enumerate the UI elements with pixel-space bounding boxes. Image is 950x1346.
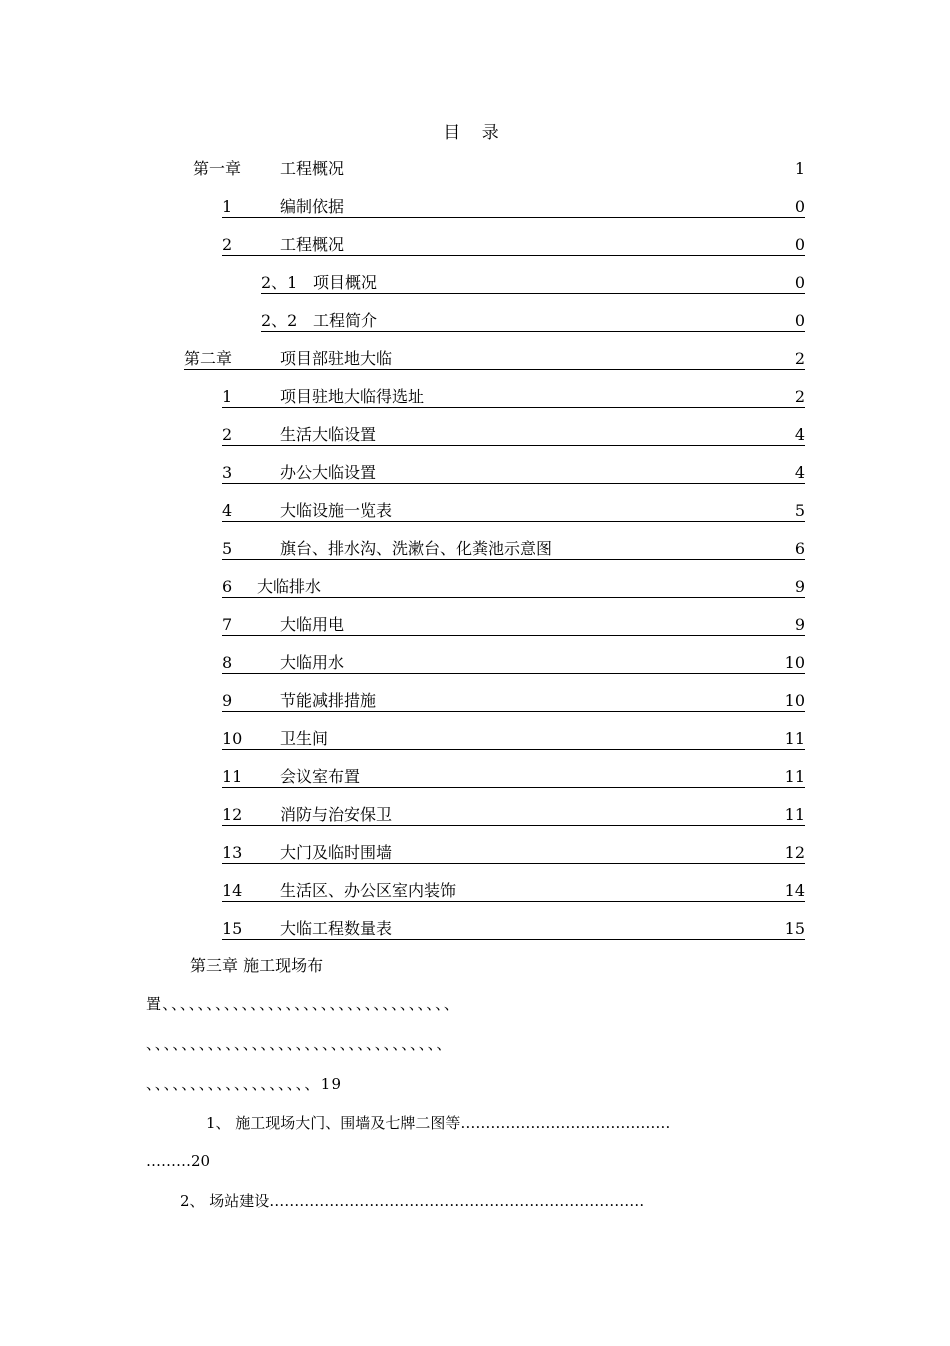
- toc-text: 会议室布置: [280, 767, 361, 786]
- toc-number: 14: [222, 881, 243, 900]
- toc-number: 2: [222, 235, 233, 254]
- toc-page: 11: [784, 729, 805, 748]
- toc-entry[interactable]: [222, 763, 805, 788]
- toc-entry[interactable]: [222, 573, 805, 598]
- toc-number: 2、1: [261, 273, 298, 292]
- toc-entry[interactable]: [222, 877, 805, 902]
- toc-chapter-1[interactable]: [193, 155, 805, 179]
- toc-chapter-3-line: 、、、、、、、、、、、、、、、、、、、19: [146, 1075, 343, 1093]
- toc-number: 第一章: [193, 159, 242, 178]
- toc-entry[interactable]: [222, 687, 805, 712]
- toc-page: 11: [784, 805, 805, 824]
- toc-chapter-2[interactable]: [184, 345, 805, 370]
- toc-entry[interactable]: [222, 725, 805, 750]
- toc-text: 大临用水: [280, 653, 345, 672]
- toc-number: 2、2: [261, 311, 298, 330]
- toc-text: 工程概况: [280, 159, 345, 178]
- toc-chapter-3-line: 置、、、、、、、、、、、、、、、、、、、、、、、、、、、、、、、、、: [146, 995, 461, 1013]
- toc-page: 1: [794, 159, 805, 178]
- toc-entry[interactable]: [261, 307, 805, 332]
- toc-subitem-line: ………20: [146, 1152, 211, 1170]
- toc-text: 工程概况: [280, 235, 345, 254]
- toc-number: 3: [222, 463, 233, 482]
- toc-text: 节能减排措施: [280, 691, 377, 710]
- toc-page: 6: [794, 539, 805, 558]
- toc-entry[interactable]: [261, 269, 805, 294]
- toc-text: 办公大临设置: [280, 463, 377, 482]
- toc-text: 卫生间: [280, 729, 329, 748]
- toc-text: 编制依据: [280, 197, 345, 216]
- toc-subitem-line: 2、 场站建设…………………………………………………………………: [180, 1192, 645, 1210]
- toc-page: 0: [794, 235, 805, 254]
- toc-entry[interactable]: [222, 193, 805, 218]
- toc-entry[interactable]: [222, 383, 805, 408]
- toc-text: 生活大临设置: [280, 425, 377, 444]
- toc-entry[interactable]: [222, 801, 805, 826]
- page-title: 目 录: [443, 123, 507, 143]
- toc-page: 4: [794, 425, 805, 444]
- toc-entry[interactable]: [222, 231, 805, 256]
- toc-page: 12: [784, 843, 805, 862]
- toc-entry[interactable]: [222, 421, 805, 446]
- toc-text: 项目概况: [313, 273, 378, 292]
- toc-page: 0: [794, 197, 805, 216]
- toc-number: 第二章: [184, 349, 233, 368]
- toc-page: 15: [784, 919, 805, 938]
- toc-entry[interactable]: [222, 497, 805, 522]
- toc-number: 1: [222, 197, 233, 216]
- toc-page: 10: [784, 653, 805, 672]
- toc-text: 大临排水: [257, 577, 322, 596]
- toc-page: 14: [784, 881, 805, 900]
- toc-page: 4: [794, 463, 805, 482]
- toc-number: 11: [222, 767, 243, 786]
- toc-entry[interactable]: [222, 611, 805, 636]
- toc-number: 12: [222, 805, 243, 824]
- toc-text: 生活区、办公区室内装饰: [280, 881, 457, 900]
- toc-page: 2: [794, 349, 805, 368]
- toc-number: 9: [222, 691, 233, 710]
- toc-chapter-3-line: 、、、、、、、、、、、、、、、、、、、、、、、、、、、、、、、、、、: [146, 1035, 453, 1053]
- toc-number: 15: [222, 919, 243, 938]
- toc-text: 旗台、排水沟、洗漱台、化粪池示意图: [280, 539, 553, 558]
- toc-page: 0: [794, 273, 805, 292]
- toc-number: 2: [222, 425, 233, 444]
- toc-text: 项目驻地大临得选址: [280, 387, 425, 406]
- toc-text: 大临用电: [280, 615, 345, 634]
- toc-page: 11: [784, 767, 805, 786]
- toc-text: 大临设施一览表: [280, 501, 393, 520]
- toc-number: 5: [222, 539, 233, 558]
- toc-page: 0: [794, 311, 805, 330]
- toc-entry[interactable]: [222, 839, 805, 864]
- toc-page: 2: [794, 387, 805, 406]
- toc-page: 10: [784, 691, 805, 710]
- toc-number: 4: [222, 501, 233, 520]
- toc-page: 9: [794, 577, 805, 596]
- toc-text: 大门及临时围墙: [280, 843, 393, 862]
- toc-entry[interactable]: [222, 649, 805, 674]
- toc-text: 消防与治安保卫: [280, 805, 393, 824]
- toc-page: 9: [794, 615, 805, 634]
- toc-text: 项目部驻地大临: [280, 349, 393, 368]
- toc-text: 大临工程数量表: [280, 919, 393, 938]
- toc-number: 7: [222, 615, 233, 634]
- toc-chapter-3-line: 第三章 施工现场布: [190, 956, 324, 975]
- toc-entry[interactable]: [222, 459, 805, 484]
- toc-number: 8: [222, 653, 233, 672]
- toc-text: 工程简介: [313, 311, 378, 330]
- toc-number: 1: [222, 387, 233, 406]
- toc-entry[interactable]: [222, 535, 805, 560]
- toc-entry[interactable]: [222, 915, 805, 940]
- toc-subitem-line: 1、 施工现场大门、围墙及七牌二图等……………………………………: [206, 1114, 671, 1132]
- toc-number: 6: [222, 577, 233, 596]
- toc-number: 10: [222, 729, 243, 748]
- toc-page: 5: [794, 501, 805, 520]
- toc-number: 13: [222, 843, 243, 862]
